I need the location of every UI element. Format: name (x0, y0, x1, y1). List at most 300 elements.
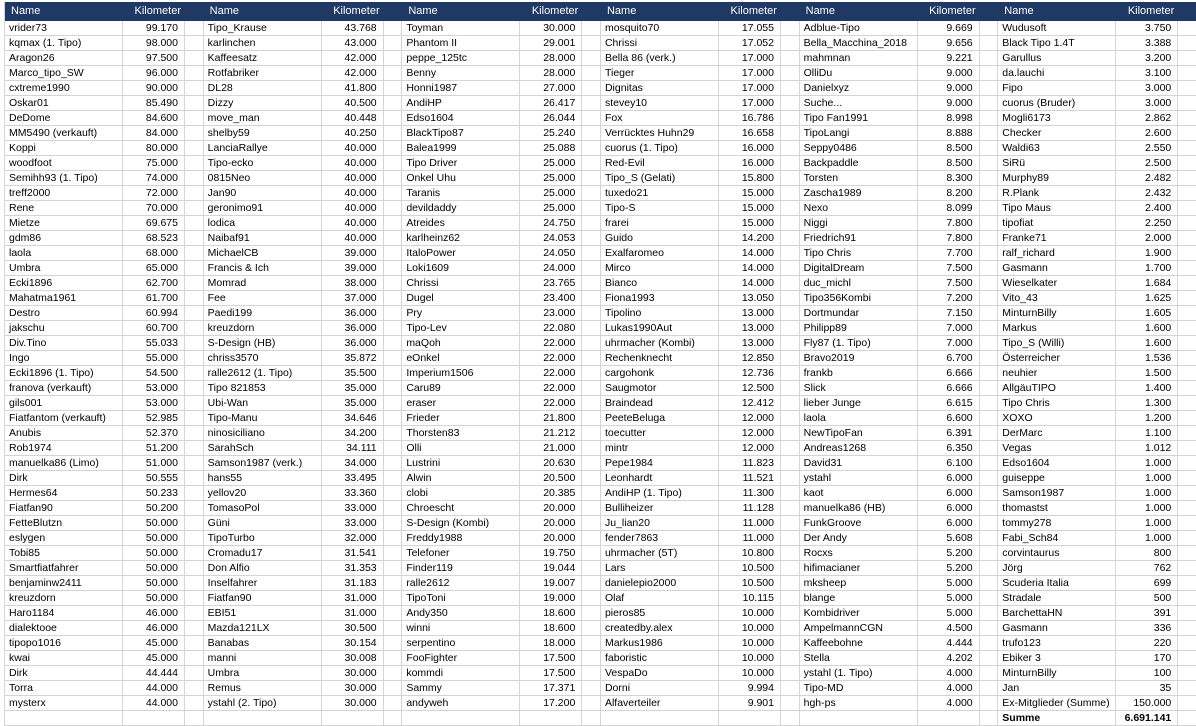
spacer-cell[interactable] (185, 321, 204, 336)
name-cell[interactable]: Fox (601, 111, 719, 126)
kilometer-cell[interactable]: 1.625 (1116, 291, 1178, 306)
spacer-cell[interactable] (781, 126, 800, 141)
kilometer-cell[interactable]: 44.444 (123, 666, 185, 681)
kilometer-cell[interactable]: 9.901 (719, 696, 781, 711)
kilometer-header-cell[interactable]: Kilometer (1116, 2, 1178, 21)
spacer-cell[interactable] (384, 696, 403, 711)
name-cell[interactable]: Edso1604 (402, 111, 520, 126)
kilometer-cell[interactable]: 16.658 (719, 126, 781, 141)
spacer-cell[interactable] (980, 306, 999, 321)
name-cell[interactable]: SarahSch (204, 441, 322, 456)
kilometer-cell[interactable]: 20.385 (520, 486, 582, 501)
name-cell[interactable]: Kombidriver (800, 606, 918, 621)
kilometer-cell[interactable]: 17.500 (520, 666, 582, 681)
kilometer-cell[interactable]: 7.500 (918, 261, 980, 276)
spacer-cell[interactable] (980, 711, 999, 726)
kilometer-cell[interactable]: 40.000 (322, 141, 384, 156)
kilometer-cell[interactable]: 28.000 (520, 51, 582, 66)
kilometer-cell[interactable]: 11.300 (719, 486, 781, 501)
spacer-cell[interactable] (185, 201, 204, 216)
kilometer-cell[interactable]: 25.000 (520, 186, 582, 201)
name-cell[interactable]: jakschu (5, 321, 123, 336)
kilometer-cell[interactable]: 3.000 (1116, 96, 1178, 111)
kilometer-cell[interactable]: 50.555 (123, 471, 185, 486)
name-cell[interactable]: Ubi-Wan (204, 396, 322, 411)
name-cell[interactable]: Leonhardt (601, 471, 719, 486)
kilometer-cell[interactable]: 61.700 (123, 291, 185, 306)
name-cell[interactable]: winni (402, 621, 520, 636)
spacer-cell[interactable] (384, 681, 403, 696)
name-cell[interactable]: neuhier (998, 366, 1116, 381)
name-cell[interactable]: Ju_lian20 (601, 516, 719, 531)
kilometer-cell[interactable]: 45.000 (123, 636, 185, 651)
spacer-cell[interactable] (582, 456, 601, 471)
name-cell[interactable]: Tipo_S (Willi) (998, 336, 1116, 351)
kilometer-cell[interactable]: 40.000 (322, 171, 384, 186)
kilometer-cell[interactable]: 50.233 (123, 486, 185, 501)
spacer-cell[interactable] (185, 141, 204, 156)
kilometer-cell[interactable]: 19.007 (520, 576, 582, 591)
kilometer-cell[interactable]: 37.000 (322, 291, 384, 306)
kilometer-header-cell[interactable]: Kilometer (918, 2, 980, 21)
kilometer-cell[interactable]: 19.000 (520, 591, 582, 606)
spacer-cell[interactable] (781, 261, 800, 276)
spacer-cell[interactable] (185, 51, 204, 66)
spacer-cell[interactable] (781, 51, 800, 66)
name-cell[interactable]: da.lauchi (998, 66, 1116, 81)
name-cell[interactable]: Fipo (998, 81, 1116, 96)
name-cell[interactable]: Mietze (5, 216, 123, 231)
name-cell[interactable]: mksheep (800, 576, 918, 591)
kilometer-cell[interactable]: 1.000 (1116, 486, 1178, 501)
kilometer-cell[interactable]: 24.750 (520, 216, 582, 231)
name-cell[interactable]: Fiatfan90 (204, 591, 322, 606)
spacer-cell[interactable] (781, 531, 800, 546)
name-cell[interactable]: Onkel Uhu (402, 171, 520, 186)
spacer-cell[interactable] (781, 291, 800, 306)
spacer-cell[interactable] (1178, 696, 1196, 711)
kilometer-cell[interactable]: 31.541 (322, 546, 384, 561)
kilometer-cell[interactable]: 30.008 (322, 651, 384, 666)
spacer-cell[interactable] (980, 351, 999, 366)
kilometer-cell[interactable]: 27.000 (520, 81, 582, 96)
name-cell[interactable]: mosquito70 (601, 21, 719, 36)
spacer-cell[interactable] (1178, 291, 1196, 306)
kilometer-cell[interactable]: 2.482 (1116, 171, 1178, 186)
name-cell[interactable]: pieros85 (601, 606, 719, 621)
spacer-cell[interactable] (582, 81, 601, 96)
spacer-cell[interactable] (980, 381, 999, 396)
name-cell[interactable]: gils001 (5, 396, 123, 411)
spacer-cell[interactable] (1178, 276, 1196, 291)
kilometer-cell[interactable]: 9.221 (918, 51, 980, 66)
kilometer-cell[interactable]: 7.500 (918, 276, 980, 291)
spacer-cell[interactable] (582, 411, 601, 426)
name-header-cell[interactable]: Name (998, 2, 1116, 21)
spacer-cell[interactable] (980, 456, 999, 471)
spacer-cell[interactable] (781, 456, 800, 471)
spacer-cell[interactable] (582, 546, 601, 561)
kilometer-cell[interactable]: 3.750 (1116, 21, 1178, 36)
kilometer-cell[interactable] (918, 711, 980, 726)
spacer-cell[interactable] (781, 621, 800, 636)
name-cell[interactable]: vrider73 (5, 21, 123, 36)
name-cell[interactable]: Stella (800, 651, 918, 666)
spacer-cell[interactable] (384, 426, 403, 441)
kilometer-cell[interactable]: 44.000 (123, 696, 185, 711)
name-cell[interactable]: woodfoot (5, 156, 123, 171)
name-cell[interactable]: Finder119 (402, 561, 520, 576)
spacer-cell[interactable] (185, 96, 204, 111)
spacer-cell[interactable] (980, 66, 999, 81)
kilometer-cell[interactable]: 4.500 (918, 621, 980, 636)
kilometer-header-cell[interactable]: Kilometer (322, 2, 384, 21)
name-cell[interactable]: Bravo2019 (800, 351, 918, 366)
kilometer-cell[interactable]: 74.000 (123, 171, 185, 186)
spacer-cell[interactable] (185, 501, 204, 516)
name-cell[interactable]: Tipo_S (Gelati) (601, 171, 719, 186)
kilometer-cell[interactable]: 20.630 (520, 456, 582, 471)
name-cell[interactable]: DigitalDream (800, 261, 918, 276)
spacer-cell[interactable] (781, 336, 800, 351)
name-cell[interactable]: eslygen (5, 531, 123, 546)
kilometer-cell[interactable]: 17.500 (520, 651, 582, 666)
spacer-cell[interactable] (1178, 411, 1196, 426)
name-cell[interactable]: Bella_Macchina_2018 (800, 36, 918, 51)
name-cell[interactable]: Markus (998, 321, 1116, 336)
kilometer-cell[interactable]: 13.000 (719, 336, 781, 351)
kilometer-cell[interactable]: 762 (1116, 561, 1178, 576)
spacer-cell[interactable] (582, 261, 601, 276)
name-cell[interactable]: Seppy0486 (800, 141, 918, 156)
spacer-cell[interactable] (980, 396, 999, 411)
kilometer-cell[interactable]: 10.115 (719, 591, 781, 606)
spacer-cell[interactable] (980, 681, 999, 696)
name-cell[interactable]: Lustrini (402, 456, 520, 471)
kilometer-cell[interactable]: 6.666 (918, 366, 980, 381)
spacer-cell[interactable] (781, 696, 800, 711)
name-cell[interactable]: guiseppe (998, 471, 1116, 486)
spacer-cell[interactable] (185, 576, 204, 591)
kilometer-cell[interactable]: 32.000 (322, 531, 384, 546)
name-cell[interactable]: blange (800, 591, 918, 606)
kilometer-cell[interactable]: 45.000 (123, 651, 185, 666)
spacer-cell[interactable] (980, 411, 999, 426)
name-cell[interactable]: Rechenknecht (601, 351, 719, 366)
name-cell[interactable]: Slick (800, 381, 918, 396)
name-cell[interactable]: EBI51 (204, 606, 322, 621)
name-cell[interactable]: Cromadu17 (204, 546, 322, 561)
kilometer-cell[interactable]: 51.000 (123, 456, 185, 471)
spacer-cell[interactable] (1178, 501, 1196, 516)
name-cell[interactable]: Braindead (601, 396, 719, 411)
kilometer-cell[interactable]: 33.000 (322, 516, 384, 531)
name-cell[interactable]: eOnkel (402, 351, 520, 366)
spacer-cell[interactable] (384, 321, 403, 336)
spacer-cell[interactable] (185, 306, 204, 321)
name-cell[interactable]: manni (204, 651, 322, 666)
name-cell[interactable]: tuxedo21 (601, 186, 719, 201)
spacer-cell[interactable] (384, 576, 403, 591)
spacer-cell[interactable] (582, 141, 601, 156)
name-cell[interactable]: Tobi85 (5, 546, 123, 561)
spacer-cell[interactable] (980, 201, 999, 216)
kilometer-cell[interactable]: 10.500 (719, 576, 781, 591)
kilometer-cell[interactable]: 2.500 (1116, 156, 1178, 171)
name-cell[interactable]: Jörg (998, 561, 1116, 576)
name-cell[interactable]: hans55 (204, 471, 322, 486)
spacer-cell[interactable] (384, 471, 403, 486)
spacer-cell[interactable] (1178, 66, 1196, 81)
spacer-cell[interactable] (781, 501, 800, 516)
name-cell[interactable]: Naibaf91 (204, 231, 322, 246)
kilometer-cell[interactable]: 7.200 (918, 291, 980, 306)
spacer-cell[interactable] (582, 186, 601, 201)
spacer-cell[interactable] (980, 111, 999, 126)
name-cell[interactable]: ystahl (1. Tipo) (800, 666, 918, 681)
spacer-cell[interactable] (781, 81, 800, 96)
kilometer-cell[interactable]: 84.600 (123, 111, 185, 126)
kilometer-cell[interactable]: 9.000 (918, 66, 980, 81)
spacer-cell[interactable] (582, 291, 601, 306)
name-cell[interactable]: lieber Junge (800, 396, 918, 411)
spacer-cell[interactable] (582, 516, 601, 531)
spacer-cell[interactable] (384, 96, 403, 111)
spacer-cell[interactable] (1178, 381, 1196, 396)
name-cell[interactable]: DL28 (204, 81, 322, 96)
kilometer-cell[interactable]: 2.000 (1116, 231, 1178, 246)
spacer-cell[interactable] (582, 711, 601, 726)
spacer-cell[interactable] (1178, 306, 1196, 321)
kilometer-cell[interactable]: 50.000 (123, 561, 185, 576)
kilometer-cell[interactable]: 24.053 (520, 231, 582, 246)
name-cell[interactable]: toecutter (601, 426, 719, 441)
name-cell[interactable]: Zascha1989 (800, 186, 918, 201)
name-cell[interactable]: karlheinz62 (402, 231, 520, 246)
kilometer-cell[interactable]: 10.800 (719, 546, 781, 561)
kilometer-cell[interactable]: 29.001 (520, 36, 582, 51)
spacer-cell[interactable] (781, 561, 800, 576)
kilometer-cell[interactable]: 98.000 (123, 36, 185, 51)
spacer-cell[interactable] (384, 636, 403, 651)
kilometer-cell[interactable]: 75.000 (123, 156, 185, 171)
kilometer-cell[interactable]: 35.000 (322, 381, 384, 396)
kilometer-cell[interactable]: 40.000 (322, 231, 384, 246)
name-header-cell[interactable]: Name (5, 2, 123, 21)
kilometer-cell[interactable]: 150.000 (1116, 696, 1178, 711)
kilometer-cell[interactable]: 15.000 (719, 201, 781, 216)
kilometer-cell[interactable]: 12.412 (719, 396, 781, 411)
kilometer-cell[interactable]: 8.888 (918, 126, 980, 141)
name-cell[interactable]: Haro1184 (5, 606, 123, 621)
spacer-cell[interactable] (781, 486, 800, 501)
kilometer-cell[interactable]: 43.768 (322, 21, 384, 36)
spacer-cell[interactable] (781, 246, 800, 261)
name-cell[interactable] (601, 711, 719, 726)
name-cell[interactable]: ralf_richard (998, 246, 1116, 261)
kilometer-cell[interactable]: 5.200 (918, 546, 980, 561)
kilometer-cell[interactable]: 50.200 (123, 501, 185, 516)
spacer-cell[interactable] (384, 291, 403, 306)
spacer-cell[interactable] (384, 261, 403, 276)
spacer-cell[interactable] (384, 276, 403, 291)
kilometer-cell[interactable]: 6.000 (918, 501, 980, 516)
spacer-cell[interactable] (185, 426, 204, 441)
spacer-cell[interactable] (1178, 516, 1196, 531)
kilometer-cell[interactable]: 12.000 (719, 441, 781, 456)
kilometer-cell[interactable]: 22.000 (520, 336, 582, 351)
name-cell[interactable]: manuelka86 (HB) (800, 501, 918, 516)
name-cell[interactable]: David31 (800, 456, 918, 471)
name-cell[interactable]: Don Alfio (204, 561, 322, 576)
spacer-cell[interactable] (384, 546, 403, 561)
kilometer-cell[interactable]: 12.850 (719, 351, 781, 366)
name-cell[interactable]: FooFighter (402, 651, 520, 666)
kilometer-cell[interactable]: 22.000 (520, 351, 582, 366)
kilometer-cell[interactable]: 26.044 (520, 111, 582, 126)
spacer-cell[interactable] (582, 66, 601, 81)
name-cell[interactable]: cargohonk (601, 366, 719, 381)
name-cell[interactable]: BlackTipo87 (402, 126, 520, 141)
kilometer-cell[interactable]: 17.052 (719, 36, 781, 51)
spacer-cell[interactable] (781, 711, 800, 726)
spacer-cell[interactable] (1178, 546, 1196, 561)
spacer-cell[interactable] (1178, 96, 1196, 111)
name-cell[interactable]: Bianco (601, 276, 719, 291)
spacer-cell[interactable] (582, 306, 601, 321)
name-cell[interactable]: hifimacianer (800, 561, 918, 576)
spacer-cell[interactable] (384, 651, 403, 666)
kilometer-cell[interactable]: 96.000 (123, 66, 185, 81)
spacer-cell[interactable] (980, 516, 999, 531)
name-cell[interactable]: Lukas1990Aut (601, 321, 719, 336)
name-cell[interactable]: Bella 86 (verk.) (601, 51, 719, 66)
spacer-cell[interactable] (980, 696, 999, 711)
kilometer-cell[interactable]: 22.080 (520, 321, 582, 336)
spacer-cell[interactable] (582, 351, 601, 366)
spacer-cell[interactable] (384, 711, 403, 726)
kilometer-cell[interactable]: 23.000 (520, 306, 582, 321)
kilometer-cell[interactable]: 10.000 (719, 606, 781, 621)
kilometer-cell[interactable]: 17.000 (719, 66, 781, 81)
kilometer-cell[interactable]: 40.000 (322, 156, 384, 171)
name-cell[interactable]: geronimo91 (204, 201, 322, 216)
name-cell[interactable]: Pepe1984 (601, 456, 719, 471)
kilometer-cell[interactable]: 80.000 (123, 141, 185, 156)
kilometer-cell[interactable]: 2.862 (1116, 111, 1178, 126)
kilometer-cell[interactable]: 4.444 (918, 636, 980, 651)
spacer-cell[interactable] (1178, 336, 1196, 351)
kilometer-cell[interactable]: 3.000 (1116, 81, 1178, 96)
spacer-cell[interactable] (384, 201, 403, 216)
kilometer-cell[interactable]: 11.823 (719, 456, 781, 471)
spacer-cell[interactable] (582, 111, 601, 126)
name-cell[interactable]: Remus (204, 681, 322, 696)
kilometer-cell[interactable]: 14.000 (719, 246, 781, 261)
name-cell[interactable]: MinturnBilly (998, 666, 1116, 681)
spacer-cell[interactable] (582, 171, 601, 186)
spacer-cell[interactable] (980, 51, 999, 66)
name-cell[interactable]: maQoh (402, 336, 520, 351)
name-cell[interactable]: DeDome (5, 111, 123, 126)
name-cell[interactable]: Philipp89 (800, 321, 918, 336)
spacer-cell[interactable] (185, 351, 204, 366)
kilometer-cell[interactable]: 2.250 (1116, 216, 1178, 231)
name-cell[interactable]: TipoLangi (800, 126, 918, 141)
name-cell[interactable]: Tipo Chris (800, 246, 918, 261)
spacer-cell[interactable] (582, 651, 601, 666)
kilometer-cell[interactable]: 30.154 (322, 636, 384, 651)
kilometer-cell[interactable]: 62.700 (123, 276, 185, 291)
name-cell[interactable]: Ebiker 3 (998, 651, 1116, 666)
spacer-cell[interactable] (980, 96, 999, 111)
spacer-cell[interactable] (384, 501, 403, 516)
spacer-cell[interactable] (1178, 396, 1196, 411)
kilometer-cell[interactable]: 10.000 (719, 636, 781, 651)
spacer-cell[interactable] (384, 81, 403, 96)
spacer-cell[interactable] (781, 351, 800, 366)
kilometer-cell[interactable]: 6.000 (918, 471, 980, 486)
name-cell[interactable]: MichaelCB (204, 246, 322, 261)
kilometer-cell[interactable]: 2.600 (1116, 126, 1178, 141)
name-cell[interactable]: LanciaRallye (204, 141, 322, 156)
spacer-cell[interactable] (980, 366, 999, 381)
kilometer-cell[interactable]: 11.521 (719, 471, 781, 486)
spacer-cell[interactable] (980, 621, 999, 636)
name-cell[interactable]: Thorsten83 (402, 426, 520, 441)
name-cell[interactable]: benjaminw2411 (5, 576, 123, 591)
spacer-cell[interactable] (980, 471, 999, 486)
name-cell[interactable]: Tipo-Manu (204, 411, 322, 426)
name-cell[interactable]: Mazda121LX (204, 621, 322, 636)
spacer-cell[interactable] (781, 606, 800, 621)
spacer-cell[interactable] (582, 666, 601, 681)
name-cell[interactable]: Div.Tino (5, 336, 123, 351)
kilometer-cell[interactable]: 17.200 (520, 696, 582, 711)
spacer-cell[interactable] (980, 501, 999, 516)
kilometer-cell[interactable]: 8.200 (918, 186, 980, 201)
kilometer-cell[interactable] (520, 711, 582, 726)
name-cell[interactable]: Tipo-ecko (204, 156, 322, 171)
name-cell[interactable]: Backpaddle (800, 156, 918, 171)
spacer-cell[interactable] (384, 366, 403, 381)
kilometer-cell[interactable]: 40.000 (322, 201, 384, 216)
name-cell[interactable]: OlliDu (800, 66, 918, 81)
kilometer-cell[interactable]: 4.202 (918, 651, 980, 666)
name-cell[interactable]: ralle2612 (1. Tipo) (204, 366, 322, 381)
spacer-cell[interactable] (185, 111, 204, 126)
spacer-cell[interactable] (1178, 351, 1196, 366)
kilometer-cell[interactable]: 13.000 (719, 321, 781, 336)
spacer-cell[interactable] (781, 66, 800, 81)
name-cell[interactable]: Samson1987 (verk.) (204, 456, 322, 471)
spacer-cell[interactable] (781, 171, 800, 186)
spacer-cell[interactable] (185, 36, 204, 51)
spacer-cell[interactable] (1178, 21, 1196, 36)
kilometer-cell[interactable]: 68.523 (123, 231, 185, 246)
spacer-cell[interactable] (781, 156, 800, 171)
name-cell[interactable]: Torra (5, 681, 123, 696)
kilometer-cell[interactable]: 14.000 (719, 276, 781, 291)
spacer-cell[interactable] (1178, 486, 1196, 501)
spacer-cell[interactable] (384, 531, 403, 546)
name-cell[interactable]: createdby.alex (601, 621, 719, 636)
kilometer-cell[interactable]: 23.765 (520, 276, 582, 291)
spacer-cell[interactable] (384, 621, 403, 636)
spacer-cell[interactable] (980, 531, 999, 546)
name-cell[interactable]: Bulliheizer (601, 501, 719, 516)
name-cell[interactable]: Rob1974 (5, 441, 123, 456)
